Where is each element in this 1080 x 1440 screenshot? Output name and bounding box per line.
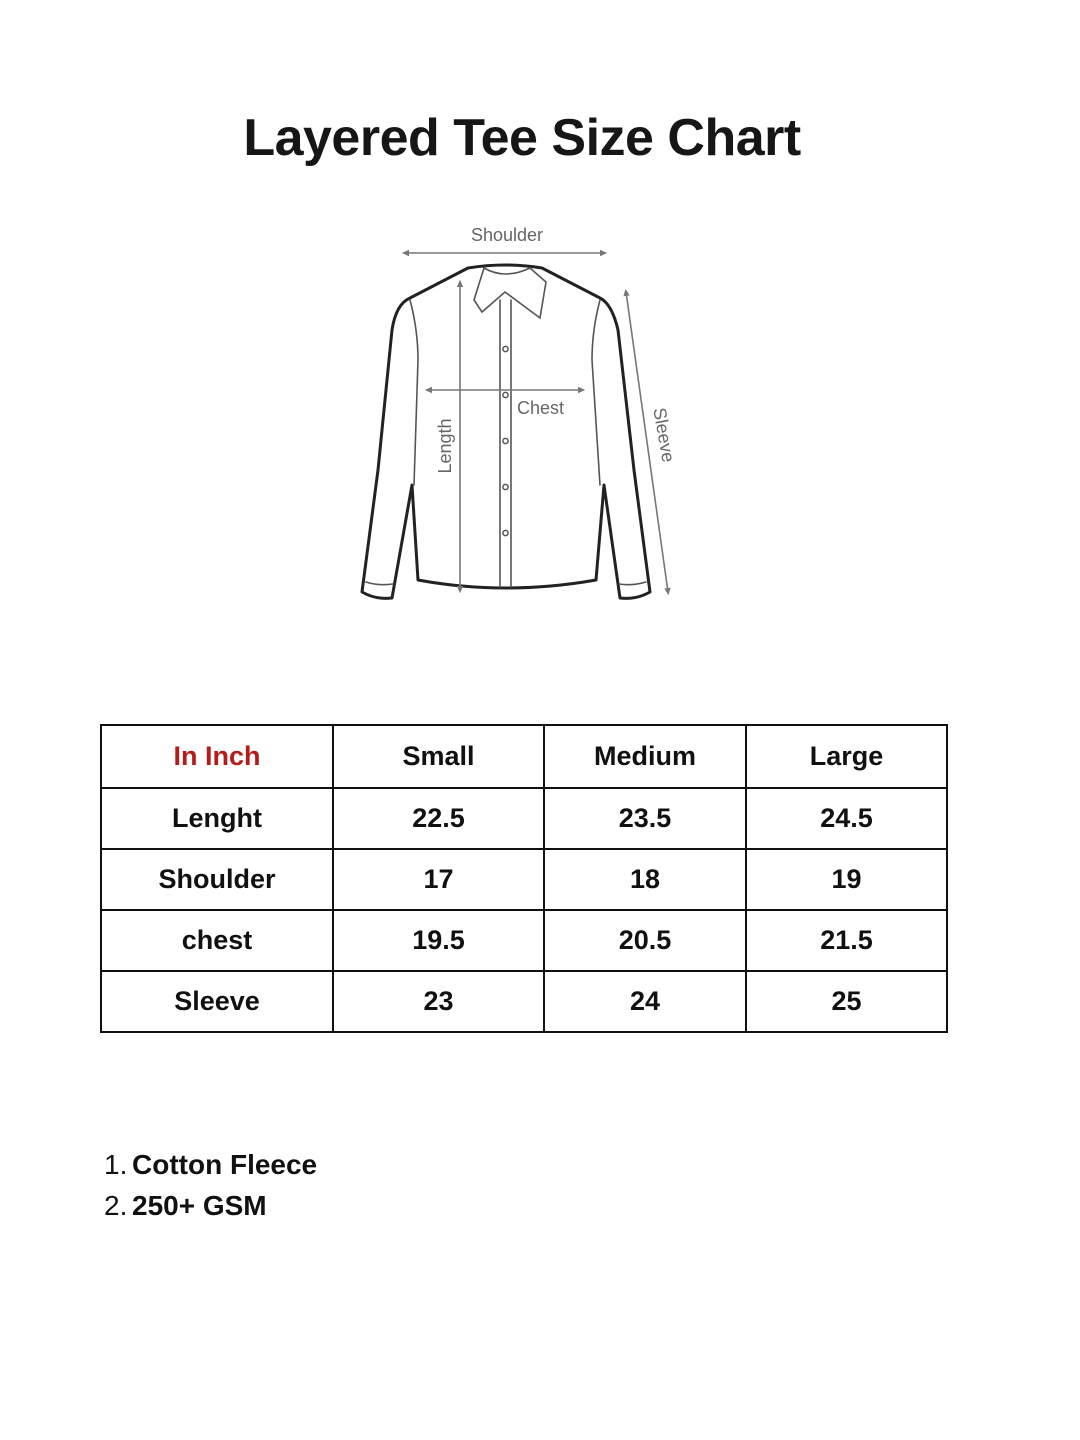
table-cell: 22.5 bbox=[333, 788, 544, 849]
size-large-header: Large bbox=[746, 725, 947, 788]
unit-header: In Inch bbox=[101, 725, 333, 788]
shoulder-label: Shoulder bbox=[470, 225, 544, 245]
list-number: 2. bbox=[104, 1189, 128, 1221]
list-number: 1. bbox=[104, 1148, 128, 1180]
table-cell: 23.5 bbox=[544, 788, 746, 849]
list-item bbox=[104, 1144, 317, 1185]
chest-label: Chest bbox=[517, 398, 565, 418]
table-cell: 18 bbox=[544, 849, 746, 910]
list-item bbox=[104, 1185, 317, 1226]
row-label: Sleeve bbox=[101, 971, 333, 1032]
table-row bbox=[101, 788, 947, 849]
row-label: chest bbox=[101, 910, 333, 971]
length-label: Length bbox=[435, 418, 455, 474]
list-text: 250+ GSM bbox=[132, 1189, 267, 1221]
size-small-header: Small bbox=[333, 725, 544, 788]
sleeve-label: Sleeve bbox=[649, 406, 679, 464]
table-cell: 17 bbox=[333, 849, 544, 910]
size-table bbox=[100, 724, 948, 1033]
table-cell: 24.5 bbox=[746, 788, 947, 849]
table-cell: 19.5 bbox=[333, 910, 544, 971]
page-title: Layered Tee Size Chart bbox=[243, 109, 801, 167]
table-cell: 23 bbox=[333, 971, 544, 1032]
table-row bbox=[101, 849, 947, 910]
size-medium-header: Medium bbox=[544, 725, 746, 788]
table-cell: 25 bbox=[746, 971, 947, 1032]
fabric-spec-list bbox=[104, 1144, 317, 1226]
table-row bbox=[101, 910, 947, 971]
row-label: Lenght bbox=[101, 788, 333, 849]
buttons bbox=[503, 346, 508, 535]
table-header-row bbox=[101, 725, 947, 788]
row-label: Shoulder bbox=[101, 849, 333, 910]
table-row bbox=[101, 971, 947, 1032]
table-cell: 19 bbox=[746, 849, 947, 910]
shirt-measurement-diagram bbox=[340, 215, 700, 615]
table-cell: 21.5 bbox=[746, 910, 947, 971]
table-cell: 24 bbox=[544, 971, 746, 1032]
table-cell: 20.5 bbox=[544, 910, 746, 971]
shirt-outline bbox=[362, 265, 650, 598]
list-text: Cotton Fleece bbox=[132, 1148, 318, 1180]
